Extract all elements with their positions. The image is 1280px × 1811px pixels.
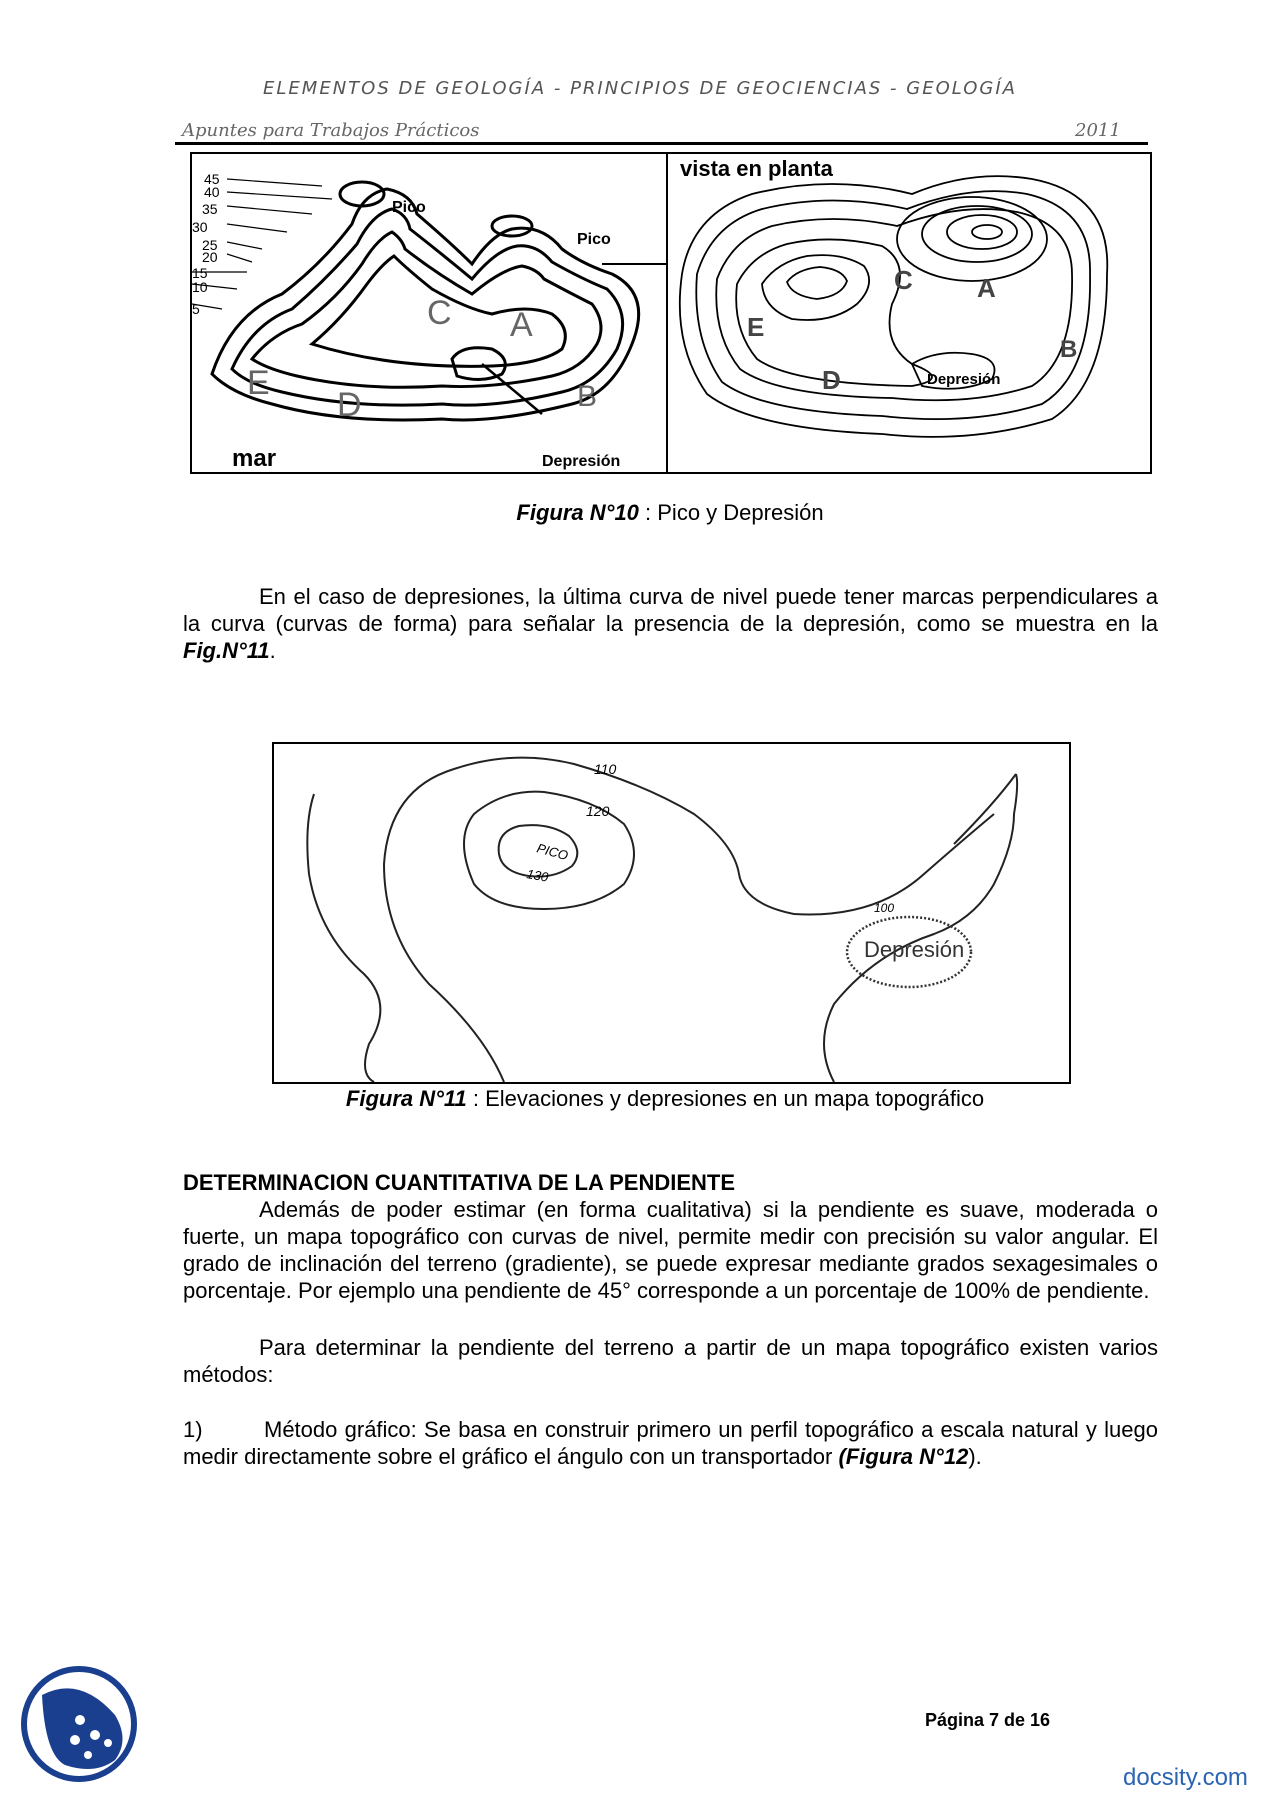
docsity-logo-icon — [20, 1665, 138, 1783]
docsity-brand-link[interactable]: docsity.com — [1123, 1764, 1248, 1791]
section-paragraph-2 — [183, 1334, 1158, 1388]
figure-11-caption-label: Figura N°11 — [345, 1086, 467, 1111]
figure-11-drawing — [274, 744, 1069, 1082]
contour-label-25: 25 — [202, 237, 218, 253]
label-e: E — [247, 364, 270, 402]
figure-10-caption — [0, 500, 1280, 526]
label-vista-en-planta: vista en planta — [680, 156, 833, 181]
figure-10-caption-text: : Pico y Depresión — [638, 500, 824, 525]
header-rule — [175, 142, 1148, 145]
plan-label-depresion: Depresión — [927, 371, 1001, 388]
label-depresion-left: Depresión — [542, 453, 621, 470]
contour-label-10: 10 — [192, 279, 208, 295]
contour-label-130: 130 — [525, 866, 550, 885]
label-depresion-map: Depresión — [864, 937, 965, 962]
list-item-number: 1) — [183, 1417, 203, 1442]
label-pico: PICO — [535, 840, 570, 864]
figure-10-caption-label: Figura N°10 — [516, 500, 639, 525]
document-header-year: 2011 — [1075, 120, 1121, 141]
contour-label-15: 15 — [192, 265, 208, 281]
contour-label-20: 20 — [202, 249, 218, 265]
document-header-title: ELEMENTOS DE GEOLOGÍA - PRINCIPIOS DE GEOCIENCIAS - GEOLOGÍA — [263, 78, 1017, 99]
section-heading: DETERMINACION CUANTITATIVA DE LA PENDIENTE — [183, 1170, 736, 1195]
label-pico-2: Pico — [577, 231, 611, 248]
plan-label-c: C — [894, 265, 913, 295]
contour-label-30: 30 — [192, 219, 208, 235]
label-d: D — [337, 386, 362, 424]
plan-label-b: B — [1060, 336, 1078, 363]
list-item-end: ). — [968, 1444, 982, 1469]
page-number: Página 7 de 16 — [925, 1710, 1051, 1730]
label-pico-1: Pico — [392, 199, 426, 216]
paragraph-depresiones-end: . — [269, 638, 276, 663]
label-b: B — [577, 380, 598, 413]
contour-label-120: 120 — [586, 803, 610, 819]
figure-10-drawing — [192, 154, 1150, 472]
figure-10-divider — [666, 154, 668, 472]
section-paragraph-1-text: Además de poder estimar (en forma cualitativa) si la pendiente es suave, moderada o fuerte, un mapa topográfico con curvas de nivel, permite medir con precisión su valor angular. El grado de inclinación del terreno (gradiente), se puede expresar mediante grados sexagesimales o porcentaje. Por ejemplo una pendiente de 45° corresponde a un porcentaje de 100% de pendiente. — [183, 1197, 1158, 1303]
plan-label-e: E — [747, 312, 765, 342]
list-item-metodo-grafico — [183, 1416, 1158, 1470]
figure-11-caption-text: : Elevaciones y depresiones en un mapa topográfico — [466, 1086, 985, 1111]
label-mar: mar — [232, 445, 277, 472]
figure-11-caption — [0, 1086, 1280, 1112]
contour-label-110: 110 — [594, 761, 617, 777]
paragraph-depresiones-text: En el caso de depresiones, la última curva de nivel puede tener marcas perpendiculares a la curva (curvas de forma) para señalar la presencia de la depresión, como se muestra en la — [183, 584, 1158, 636]
figure-11-image — [272, 742, 1071, 1084]
plan-label-a: A — [977, 273, 996, 303]
plan-label-d: D — [822, 365, 841, 395]
list-item-ref: (Figura N°12 — [838, 1444, 969, 1469]
document-header-subtitle: Apuntes para Trabajos Prácticos — [182, 120, 480, 141]
paragraph-depresiones — [183, 583, 1158, 664]
contour-label-45: 45 — [204, 171, 220, 187]
list-item-text: Método gráfico: Se basa en construir primero un perfil topográfico a escala natural y luego medir directamente sobre el gráfico el ángulo con un transportador — [183, 1417, 1158, 1469]
label-c: C — [427, 294, 452, 332]
label-a: A — [510, 306, 533, 344]
contour-label-40: 40 — [204, 184, 220, 200]
section-paragraph-2-text: Para determinar la pendiente del terreno a partir de un mapa topográfico existen varios métodos: — [183, 1335, 1158, 1387]
paragraph-depresiones-ref: Fig.N°11 — [183, 638, 270, 663]
contour-label-35: 35 — [202, 201, 218, 217]
figure-10-image — [190, 152, 1152, 474]
contour-label-100: 100 — [874, 901, 895, 915]
contour-label-5: 5 — [192, 301, 200, 317]
section-paragraph-1 — [183, 1196, 1158, 1304]
